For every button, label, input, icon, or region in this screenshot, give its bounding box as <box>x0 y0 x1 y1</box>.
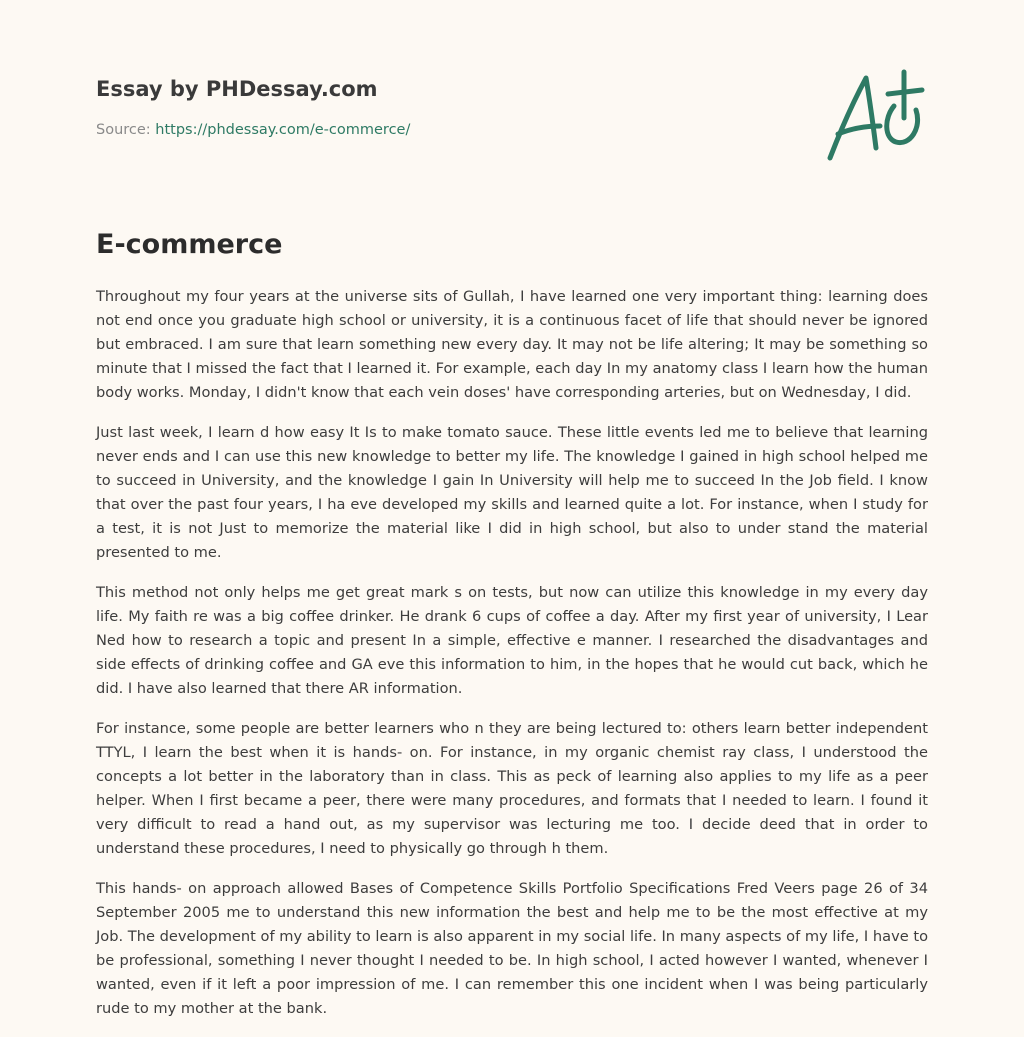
essay-paragraph: Just last week, I learn d how easy It Is to make tomato sauce. These little events led me to believe that learning never ends and I can use this new knowledge to better my life. The knowledge I gained in high school helped me to succeed in University, and the knowledge I gain In University will help me to succeed In the Job field. I know that over the past four years, I ha eve developed my skills and learned quite a lot. For instance, when I study for a test, it is not Just to memorize the material like I did in high school, but also to under stand the material presented to me. <box>96 424 928 561</box>
essay-paragraph: This method not only helps me get great mark s on tests, but now can utilize this knowledge in my every day life. My faith re was a big coffee drinker. He drank 6 cups of coffee a day. After my first year of university, I Lear Ned how to research a topic and present In a simple, effective e manner. I researched the disadvantages and side effects of drinking coffee and GA eve this information to him, in the hopes that he would cut back, which he did. I have also learned that there AR information. <box>96 584 928 697</box>
source-link[interactable]: https://phdessay.com/e-commerce/ <box>155 122 411 138</box>
essay-paragraph: Throughout my four years at the universe sits of Gullah, I have learned one very important thing: learning does not end once you graduate high school or university, it is a continuous facet of life that should never be ignored but embraced. I am sure that learn something new every day. It may not be life altering; It may be something so minute that I missed the fact that I learned it. For example, each day In my anatomy class I learn how the human body works. Monday, I didn't know that each vein doses' have corresponding arteries, but on Wednesday, I did. <box>96 288 928 401</box>
a-plus-grade-icon <box>818 66 930 166</box>
essay-paragraph: This hands- on approach allowed Bases of Competence Skills Portfolio Specifications Fred Veers page 26 of 34 September 2005 me to understand this new information the best and help me to be the most effective at my Job. The development of my ability to learn is also apparent in my social life. In many aspects of my life, I have to be professional, something I never thought I needed to be. In high school, I acted however I wanted, whenever I wanted, even if it left a poor impression of me. I can remember this one incident when I was being particularly rude to my mother at the bank. <box>96 880 928 1017</box>
document-title: E-commerce <box>96 229 283 260</box>
page-header <box>96 74 928 138</box>
source-line <box>96 122 928 138</box>
essay-body <box>96 285 928 1037</box>
source-label: Source: <box>96 122 156 138</box>
site-title: Essay by PHDessay.com <box>96 77 378 101</box>
essay-paragraph: For instance, some people are better learners who n they are being lectured to: others learn better independent TTYL, I learn the best when it is hands- on. For instance, in my organic chemist ray class, I understood the concepts a lot better in the laboratory than in class. This as peck of learning also applies to my life as a peer helper. When I first became a peer, there were many procedures, and formats that I needed to learn. I found it very difficult to read a hand out, as my supervisor was lecturing me too. I decide deed that in order to understand these procedures, I need to physically go through h them. <box>96 720 928 857</box>
